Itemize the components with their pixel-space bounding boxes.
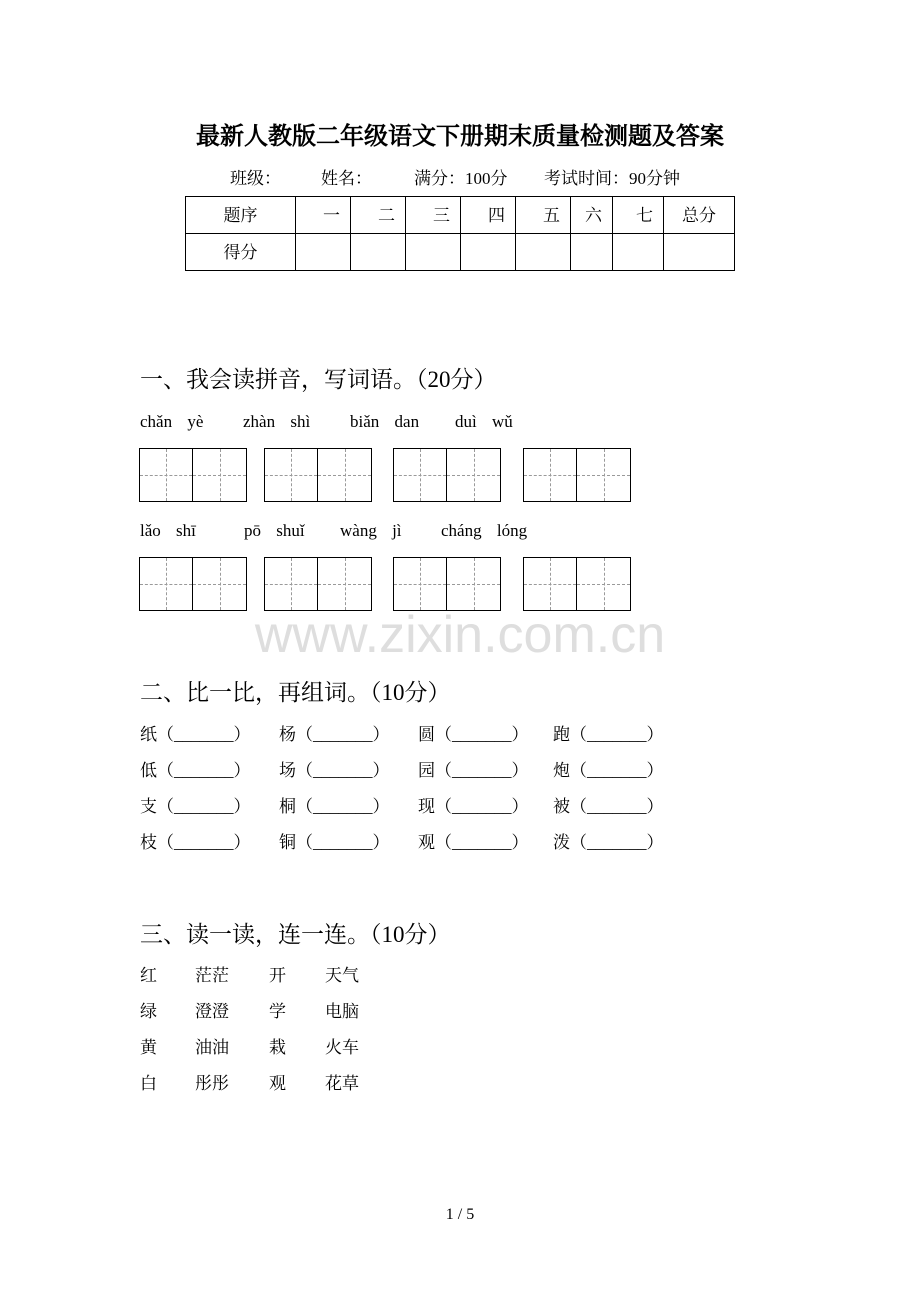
pinyin-label: chǎn yè	[140, 412, 204, 431]
word-group-item: 支（_______）	[140, 797, 251, 816]
matching-row	[140, 1003, 359, 1020]
writing-square	[447, 558, 500, 610]
page-title: 最新人教版二年级语文下册期末质量检测题及答案	[196, 124, 724, 150]
pinyin-label: cháng lóng	[441, 521, 528, 540]
writing-square	[577, 558, 630, 610]
word-group-row	[140, 762, 664, 779]
word-group-item: 铜（_______）	[279, 833, 390, 852]
writing-box	[523, 448, 631, 502]
writing-box	[139, 557, 247, 611]
question-number: 一	[296, 197, 351, 234]
matching-word: 开	[269, 966, 286, 985]
section2-heading: 二、比一比，再组词。（10分）	[140, 680, 451, 705]
matching-word: 电脑	[325, 1002, 359, 1021]
pinyin-label: wàng jì	[340, 521, 402, 540]
word-group-item: 杨（_______）	[279, 725, 390, 744]
total-score-label: 总分	[664, 197, 735, 234]
word-group-item: 泼（_______）	[553, 833, 664, 852]
pinyin-label: biǎn dan	[350, 412, 420, 431]
question-number: 五	[516, 197, 571, 234]
word-group-item: 炮（_______）	[553, 761, 664, 780]
writing-square	[524, 449, 577, 501]
score-table-score-row	[186, 234, 735, 271]
score-cell	[406, 234, 461, 271]
score-cell	[461, 234, 516, 271]
full-score-label: 满分：100分	[414, 169, 508, 188]
score-table-header-row	[186, 197, 735, 234]
exam-time-label: 考试时间：90分钟	[544, 169, 680, 188]
word-group-item: 桐（_______）	[279, 797, 390, 816]
writing-square	[140, 558, 193, 610]
writing-square	[447, 449, 500, 501]
matching-word: 观	[269, 1074, 286, 1093]
matching-row	[140, 1039, 359, 1056]
question-number-label: 题序	[186, 197, 296, 234]
question-number: 四	[461, 197, 516, 234]
word-group-item: 纸（_______）	[140, 725, 251, 744]
writing-square	[193, 558, 246, 610]
score-cell	[296, 234, 351, 271]
score-cell	[571, 234, 613, 271]
section1-heading: 一、我会读拼音，写词语。（20分）	[140, 367, 497, 392]
writing-square	[140, 449, 193, 501]
word-group-item: 现（_______）	[418, 797, 529, 816]
word-group-item: 枝（_______）	[140, 833, 251, 852]
writing-box	[264, 557, 372, 611]
matching-word: 红	[140, 966, 157, 985]
matching-word: 澄澄	[195, 1002, 229, 1021]
matching-word: 花草	[325, 1074, 359, 1093]
name-label: 姓名：	[321, 169, 372, 188]
writing-square	[524, 558, 577, 610]
matching-word: 学	[269, 1002, 286, 1021]
matching-word: 栽	[269, 1038, 286, 1057]
pinyin-label: pō shuǐ	[244, 521, 305, 540]
class-label: 班级：	[230, 169, 281, 188]
matching-word: 油油	[195, 1038, 229, 1057]
question-number: 七	[613, 197, 664, 234]
word-group-item: 场（_______）	[279, 761, 390, 780]
matching-row	[140, 1075, 359, 1092]
matching-row	[140, 967, 359, 984]
word-group-item: 园（_______）	[418, 761, 529, 780]
matching-word: 天气	[325, 966, 359, 985]
writing-box	[523, 557, 631, 611]
word-group-item: 跑（_______）	[553, 725, 664, 744]
matching-word: 白	[140, 1074, 157, 1093]
matching-word: 黄	[140, 1038, 157, 1057]
writing-square	[394, 558, 447, 610]
word-group-row	[140, 834, 664, 851]
word-group-item: 低（_______）	[140, 761, 251, 780]
writing-box	[393, 448, 501, 502]
page-number: 1 / 5	[445, 1206, 475, 1223]
question-number: 二	[351, 197, 406, 234]
score-cell	[613, 234, 664, 271]
question-number: 六	[571, 197, 613, 234]
word-group-row	[140, 798, 664, 815]
score-cell	[516, 234, 571, 271]
writing-square	[318, 449, 371, 501]
pinyin-label: duì wǔ	[455, 412, 513, 431]
matching-word: 彤彤	[195, 1074, 229, 1093]
word-group-item: 圆（_______）	[418, 725, 529, 744]
score-cell	[664, 234, 735, 271]
matching-word: 绿	[140, 1002, 157, 1021]
writing-box	[264, 448, 372, 502]
question-number: 三	[406, 197, 461, 234]
word-group-item: 被（_______）	[553, 797, 664, 816]
score-label: 得分	[186, 234, 296, 271]
matching-word: 火车	[325, 1038, 359, 1057]
matching-word: 茫茫	[195, 966, 229, 985]
score-cell	[351, 234, 406, 271]
pinyin-label: zhàn shì	[243, 412, 311, 431]
writing-square	[577, 449, 630, 501]
writing-square	[193, 449, 246, 501]
section3-heading: 三、读一读，连一连。（10分）	[140, 922, 451, 947]
word-group-item: 观（_______）	[418, 833, 529, 852]
word-group-row	[140, 726, 664, 743]
writing-box	[139, 448, 247, 502]
writing-square	[318, 558, 371, 610]
writing-square	[394, 449, 447, 501]
watermark: www.zixin.com.cn	[254, 606, 666, 664]
score-table	[185, 196, 735, 271]
writing-square	[265, 558, 318, 610]
writing-square	[265, 449, 318, 501]
pinyin-label: lǎo shī	[140, 521, 196, 540]
writing-box	[393, 557, 501, 611]
